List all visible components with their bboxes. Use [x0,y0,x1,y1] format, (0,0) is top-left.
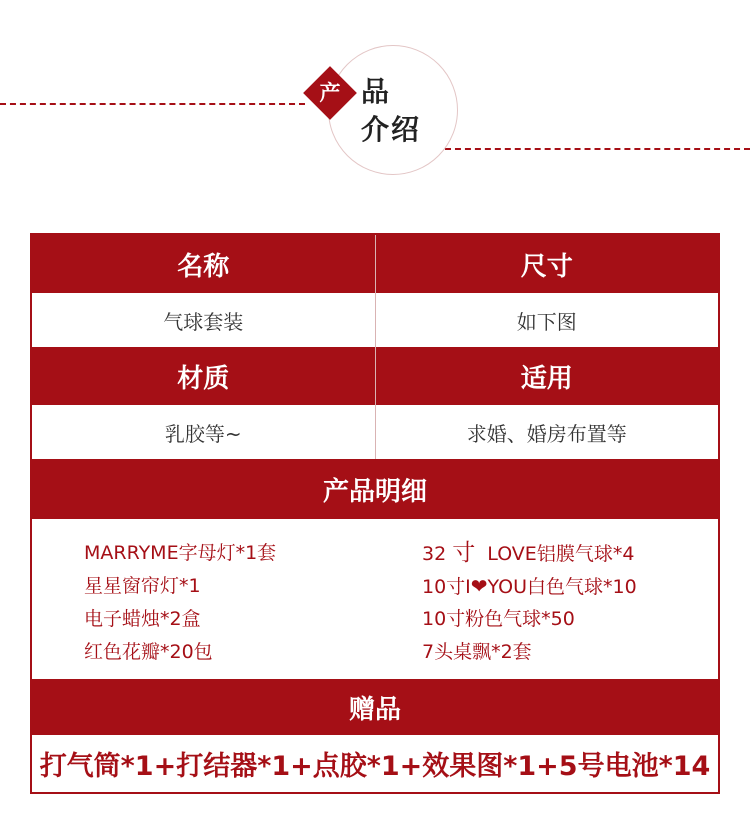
value-material: 乳胶等~ [32,405,376,459]
section-title-line2: 介绍 [361,113,422,146]
item-text-post: YOU白色气球*10 [487,576,637,598]
item-text-pre: 10寸I [422,576,471,598]
item-size-unit: 寸 [452,540,476,566]
header-material: 材质 [32,347,376,405]
table-row-header-1 [32,235,718,293]
gift-content: 打气筒*1+打结器*1+点胶*1+效果图*1+5号电池*14 [39,751,711,782]
dashed-line-right [445,148,750,150]
badge-char: 产 [319,81,341,105]
gift-heading: 赠品 [32,679,718,735]
header-usage: 适用 [376,347,719,405]
product-info-table [30,233,720,794]
table-row-header-2 [32,347,718,405]
list-item: 10寸粉色气球*50 [422,608,575,630]
header-name: 名称 [32,235,376,293]
details-heading: 产品明细 [32,459,718,519]
dashed-line-left [0,103,305,105]
list-item: 电子蜡烛*2盒 [84,608,201,630]
header-size: 尺寸 [376,235,719,293]
list-item: 7头桌飘*2套 [422,641,532,663]
section-title-line1: 品 [361,75,392,108]
section-header [0,0,750,200]
heart-icon: ❤ [470,574,488,598]
list-item [422,570,637,603]
details-list-right [422,537,637,669]
list-item: 星星窗帘灯*1 [84,575,201,597]
table-row-values-2 [32,405,718,459]
value-size: 如下图 [376,293,719,347]
item-description: LOVE铝膜气球*4 [487,543,635,565]
value-usage: 求婚、婚房布置等 [376,405,719,459]
list-item [422,537,637,570]
details-list-left [84,537,276,669]
item-size-number: 32 [422,543,447,565]
list-item: 红色花瓣*20包 [84,641,213,663]
table-row-values-1 [32,293,718,347]
details-content [32,519,718,679]
value-name: 气球套装 [32,293,376,347]
list-item: MARRYME字母灯*1套 [84,542,277,564]
